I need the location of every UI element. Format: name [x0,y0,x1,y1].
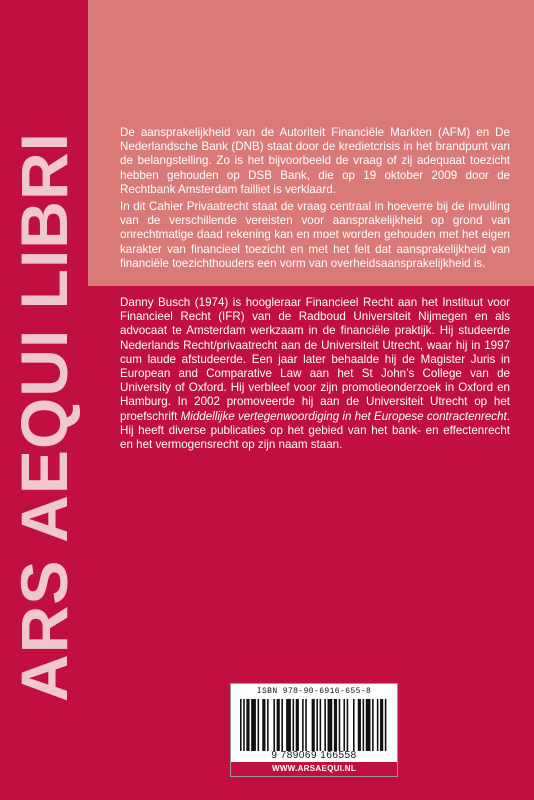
barcode-box [230,683,398,777]
author-bio-paragraph [120,296,510,452]
dissertation-title: Middellijke vertegenwoordiging in het Europese contractenrecht [180,409,507,423]
barcode-icon [240,699,388,751]
series-title: ARS AEQUI LIBRI [7,132,81,702]
barcode-digits: 9 789069 166558 [271,750,357,761]
publisher-website: WWW.ARSAEQUI.NL [231,762,397,776]
book-summary [120,126,510,274]
bio-text-end: . Hij heeft diverse publicaties op het gebied van het bank- en effectenrecht en het vermogensrecht op zijn naam staan. [120,409,510,452]
bio-text-start: Danny Busch (1974) is hoogleraar Financieel Recht aan het Instituut voor Financieel Recht (IFR) van de Radboud Universiteit Nijmegen en als advocaat te Amsterdam werkzaam in de financiële praktijk. Hij studeerde Nederlands Recht/privaatrecht aan de Universiteit Utrecht, waar hij in 1997 cum laude afstudeerde. Een jaar later behaalde hij de Magister Juris in European and Comparative Law aan het St John’s College van de University of Oxford. Hij verbleef voor zijn promotieonderzoek in Oxford en Hamburg. In 2002 promoveerde hij aan de Universiteit Utrecht op het proefschrift [120,296,510,423]
summary-paragraph-2: In dit Cahier Privaatrecht staat de vraag centraal in hoeverre bij de invulling van de verschillende vereisten voor aansprakelijkheid op grond van onrechtmatige daad rekening kan en moet worden gehouden met het eigen karakter van financieel toezicht en met het feit dat aansprakelijkheid van financiële toezichthouders een vorm van overheidsaansprakelijkheid is. [120,200,510,270]
isbn-label: ISBN 978-90-6916-655-8 [256,687,372,696]
summary-paragraph-1: De aansprakelijkheid van de Autoriteit Financiële Markten (AFM) en De Nederlandsche Bank (DNB) staat door de kredietcrisis in het brandpunt van de belangstelling. Zo is het bijvoorbeeld de vraag of zij adequaat toezicht hebben gehouden op DSB Bank, die op 19 oktober 2009 door de Rechtbank Amsterdam failliet is verklaard. [120,126,510,196]
spine-strip [0,0,88,800]
author-bio [120,296,510,452]
